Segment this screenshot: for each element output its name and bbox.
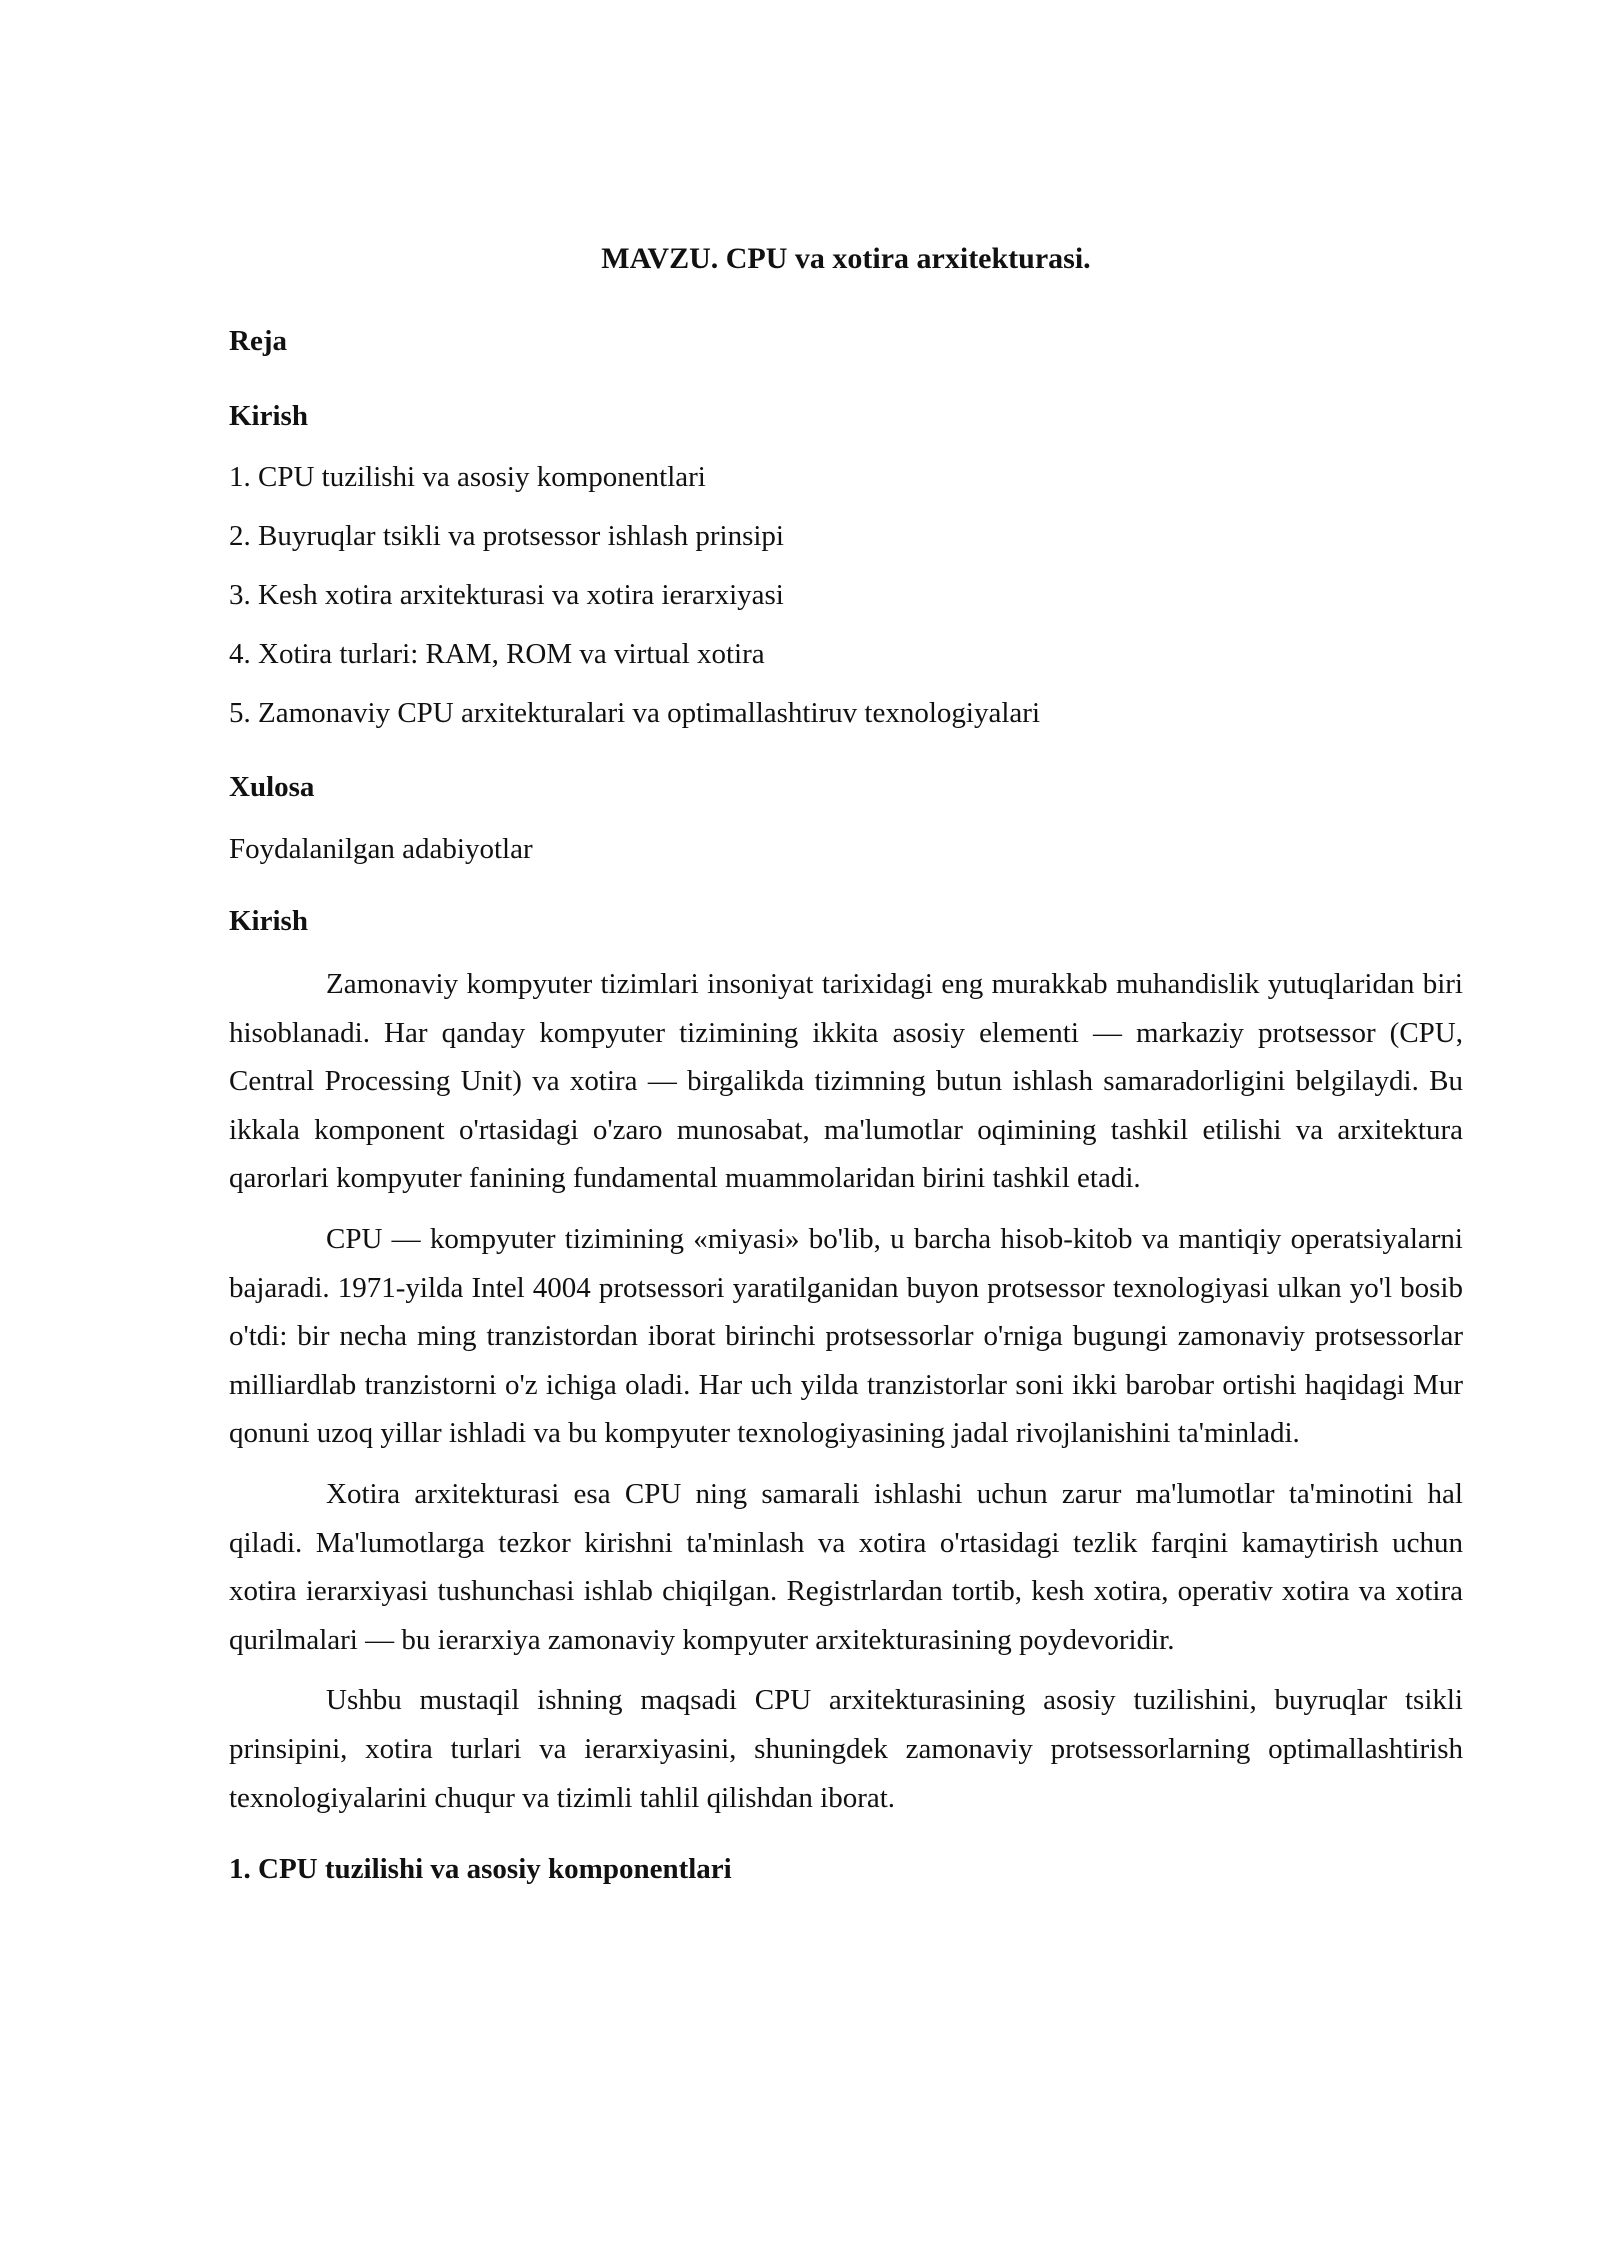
intro-paragraph: CPU — kompyuter tizimining «miyasi» bo'lib, u barcha hisob-kitob va mantiqiy operatsiyalarni bajaradi. 1971-yilda Intel 4004 protsessori yaratilganidan buyon protsessor texnologiyasi ulkan yo'l bosib o'tdi: bir necha ming tranzistordan iborat birinchi protsessorlar o'rniga bugungi zamonaviy protsessorlar milliardlab tranzistorni o'z ichiga oladi. Har uch yilda tranzistorlar soni ikki barobar ortishi haqidagi Mur qonuni uzoq yillar ishladi va bu kompyuter texnologiyasining jadal rivojlanishini ta'minladi. — [229, 1222, 1463, 1450]
plan-intro-heading: Kirish — [229, 400, 308, 432]
plan-item: 2. Buyruqlar tsikli va protsessor ishlash prinsipi — [229, 520, 784, 552]
intro-heading: Kirish — [229, 905, 308, 937]
section-1-heading: 1. CPU tuzilishi va asosiy komponentlari — [229, 1853, 732, 1886]
plan-item: 5. Zamonaviy CPU arxitekturalari va optimallashtiruv texnologiyalari — [229, 697, 1040, 729]
conclusion-heading: Xulosa — [229, 771, 315, 803]
document-title: MAVZU. CPU va xotira arxitekturasi. — [601, 242, 1091, 275]
intro-paragraph: Xotira arxitekturasi esa CPU ning samarali ishlashi uchun zarur ma'lumotlar ta'minotini hal qiladi. Ma'lumotlarga tezkor kirishni ta'minlash va xotira o'rtasidagi tezlik farqini kamaytirish uchun xotira ierarxiyasi tushunchasi ishlab chiqilgan. Registrlardan tortib, kesh xotira, operativ xotira va xotira qurilmalari — bu ierarxiya zamonaviy kompyuter arxitekturasining poydevoridir. — [229, 1477, 1463, 1656]
plan-heading: Reja — [229, 325, 287, 357]
intro-paragraph: Ushbu mustaqil ishning maqsadi CPU arxitekturasining asosiy tuzilishini, buyruqlar tsikli prinsipini, xotira turlari va ierarxiyasini, shuningdek zamonaviy protsessorlarning optimallashtirish texnologiyalarini chuqur va tizimli tahlil qilishdan iborat. — [229, 1684, 1463, 1814]
document-page — [229, 238, 1463, 1890]
plan-item: 1. CPU tuzilishi va asosiy komponentlari — [229, 461, 706, 493]
intro-paragraph: Zamonaviy kompyuter tizimlari insoniyat tarixidagi eng murakkab muhandislik yutuqlaridan biri hisoblanadi. Har qanday kompyuter tizimining ikkita asosiy elementi — markaziy protsessor (CPU, Central Processing Unit) va xotira — birgalikda tizimning butun ishlash samaradorligini belgilaydi. Bu ikkala komponent o'rtasidagi o'zaro munosabat, ma'lumotlar oqimining tashkil etilishi va arxitektura qarorlari kompyuter fanining fundamental muammolaridan birini tashkil etadi. — [229, 968, 1463, 1195]
plan-list — [229, 456, 1463, 734]
references-label: Foydalanilgan adabiyotlar — [229, 833, 533, 865]
plan-item: 4. Xotira turlari: RAM, ROM va virtual xotira — [229, 638, 765, 670]
plan-item: 3. Kesh xotira arxitekturasi va xotira ierarxiyasi — [229, 579, 784, 611]
